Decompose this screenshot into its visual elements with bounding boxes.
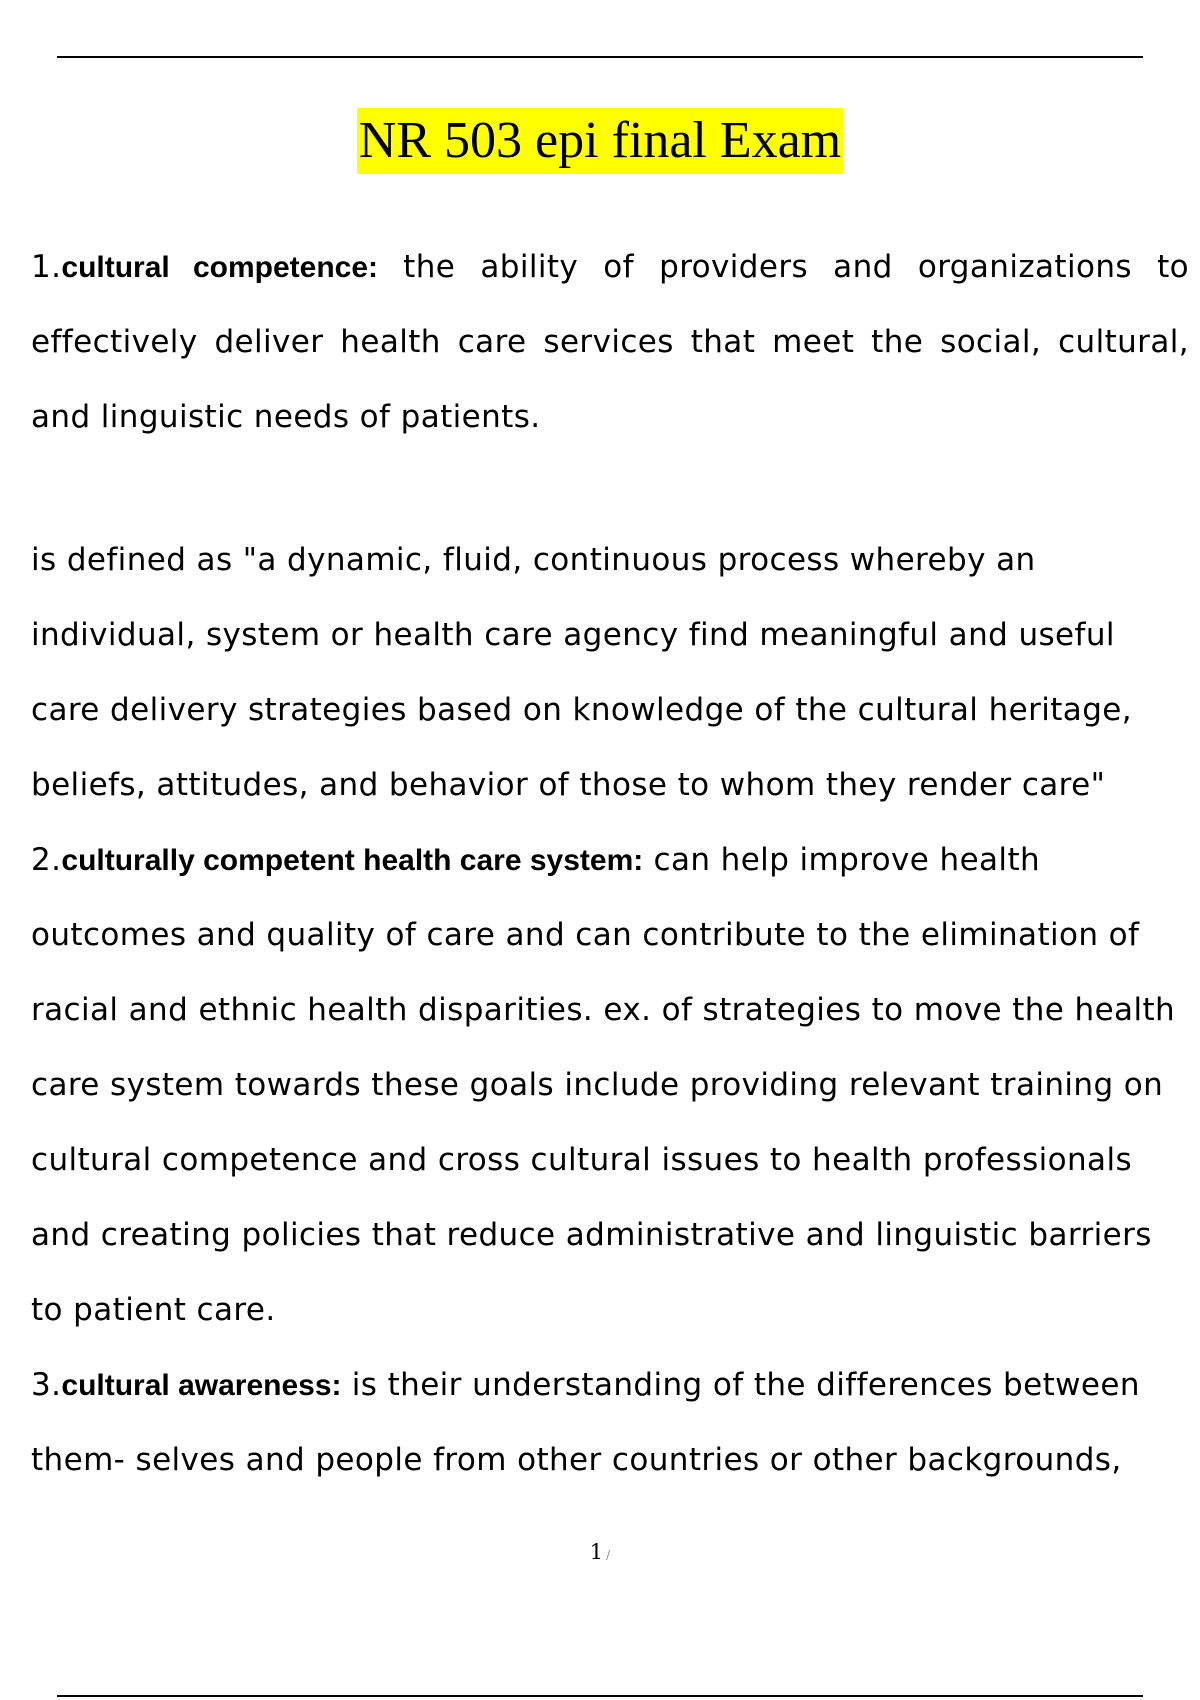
item-definition: is their understanding of the differences between them- selves and people from other countries or other backgrounds, [31, 1367, 1140, 1478]
page-number-footer [0, 1540, 1200, 1564]
list-item-1 [31, 230, 1189, 455]
item-definition: can help improve health outcomes and quality of care and can contribute to the elimination of racial and ethnic health disparities. ex. of strategies to move the health care system towards these goals include providing relevant training on cultural competence and cross cultural issues to health professionals and creating policies that reduce administrative and linguistic barriers to patient care. [31, 842, 1176, 1328]
item-term: cultural competence: [61, 251, 379, 284]
top-rule [57, 56, 1143, 58]
item-1-extra-paragraph: is defined as "a dynamic, fluid, continuous process whereby an individual, system or health care agency find meaningful and useful care delivery strategies based on knowledge of the cultural heritage, beliefs, attitudes, and behavior of those to whom they render care" [31, 542, 1133, 803]
title-container [0, 108, 1200, 174]
item-number: 1. [31, 249, 62, 285]
paragraph-spacer [31, 455, 1189, 523]
item-number: 3. [31, 1367, 62, 1403]
list-item-2 [31, 823, 1189, 1348]
page-separator: / [606, 1548, 611, 1562]
item-term: culturally competent health care system: [61, 844, 644, 877]
bottom-rule [57, 1695, 1143, 1697]
page-number: 1 [589, 1540, 604, 1564]
list-item-3 [31, 1348, 1189, 1498]
item-definition: the ability of providers and organizations to effectively deliver health care services that meet the social, cultural, and linguistic needs of patients. [31, 249, 1189, 435]
document-title: NR 503 epi final Exam [357, 108, 843, 174]
document-body [31, 230, 1189, 1498]
item-number: 2. [31, 842, 62, 878]
item-term: cultural awareness: [61, 1369, 342, 1402]
